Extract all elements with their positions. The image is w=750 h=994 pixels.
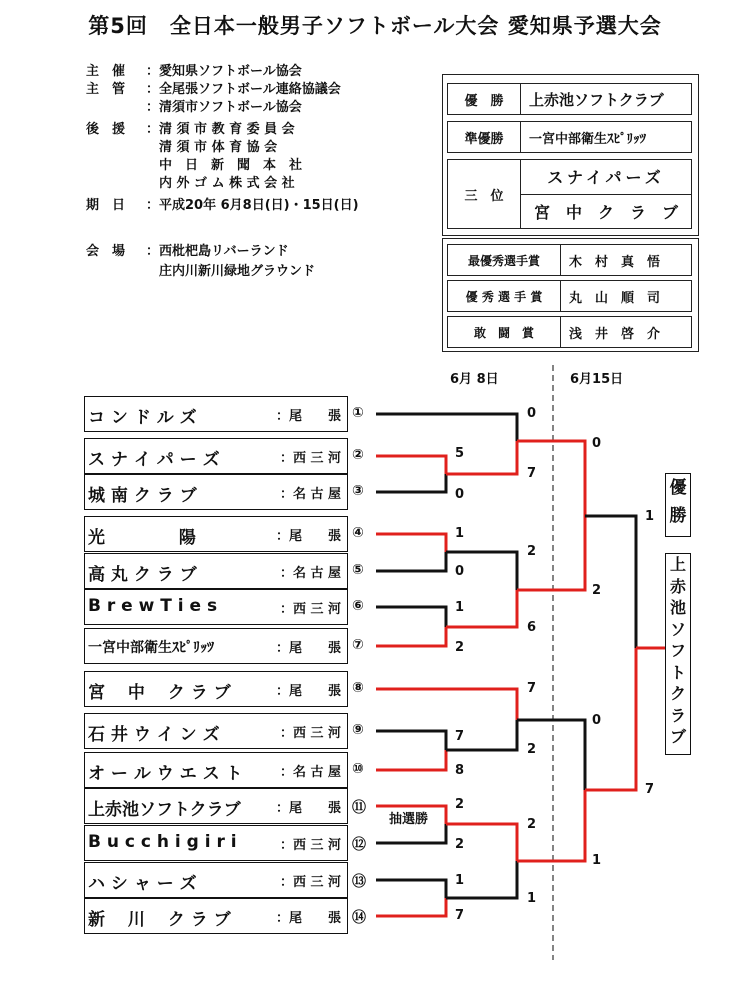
info-label: 期 日 xyxy=(86,198,126,213)
score: 2 xyxy=(455,837,465,852)
team-box xyxy=(84,788,348,824)
info-value: 中 日 新 聞 本 社 xyxy=(146,158,303,173)
score: 7 xyxy=(645,782,655,797)
award-label: 敢 闘 賞 xyxy=(448,317,561,347)
info-value: ：平成20年 6月8日(日)・15日(日) xyxy=(146,198,359,213)
award-label: 優 秀 選 手 賞 xyxy=(448,281,561,311)
seed-number: ① xyxy=(352,405,364,421)
runner-up-label: 準優勝 xyxy=(448,122,521,152)
date-day1: 6月 8日 xyxy=(450,372,499,387)
team-name: 高 丸 ク ラ ブ xyxy=(88,565,197,585)
team-box xyxy=(84,752,348,788)
team-box xyxy=(84,628,348,664)
award-name: 木 村 真 悟 xyxy=(569,254,661,270)
score: 7 xyxy=(455,729,465,744)
date-day2: 6月15日 xyxy=(570,372,624,387)
team-name: 一宮中部衛生ｽﾋﾟﾘｯﾂ xyxy=(88,640,214,656)
award-label: 最優秀選手賞 xyxy=(448,245,561,275)
team-box xyxy=(84,825,348,861)
third-place-value-2: 宮 中 ク ラ ブ xyxy=(533,202,678,222)
info-value: ：清 須 市 教 育 委 員 会 xyxy=(146,122,295,137)
team-box xyxy=(84,713,348,749)
award-name: 丸 山 順 司 xyxy=(569,290,661,306)
info-label: 主 管 xyxy=(86,82,126,97)
team-region: ：尾 張 xyxy=(275,801,341,816)
page-title: 第5回 全日本一般男子ソフトボール大会 愛知県予選大会 xyxy=(88,14,662,38)
score: 0 xyxy=(455,487,465,502)
third-place-value-1: スナイパーズ xyxy=(521,160,691,195)
runner-up-value: 一宮中部衛生ｽﾋﾟﾘｯﾂ xyxy=(529,131,647,147)
score: 0 xyxy=(592,713,602,728)
info-value: 庄内川新川緑地グラウンド xyxy=(146,264,316,279)
score: 2 xyxy=(527,817,537,832)
info-value: ：愛知県ソフトボール協会 xyxy=(146,64,302,79)
score: 2 xyxy=(455,640,465,655)
seed-number: ② xyxy=(352,447,364,463)
score: 0 xyxy=(592,436,602,451)
team-region: ：西 三 河 xyxy=(279,726,341,741)
score: 1 xyxy=(455,526,465,541)
team-region: ：尾 張 xyxy=(275,641,341,656)
seed-number: ⑨ xyxy=(352,722,364,738)
team-name: ハ シ ャ ー ズ xyxy=(88,874,197,894)
score: 7 xyxy=(527,466,537,481)
info-value: ：全尾張ソフトボール連絡協議会 xyxy=(146,82,341,97)
score: 0 xyxy=(455,564,465,579)
info-label: 後 援 xyxy=(86,122,126,137)
team-name: 宮 中 ク ラ ブ xyxy=(88,683,231,703)
team-region: ：名 古 屋 xyxy=(279,487,341,502)
team-name: 光 陽 xyxy=(88,528,196,548)
score: 6 xyxy=(527,620,537,635)
winner-value: 上赤池ソフトクラブ xyxy=(529,90,664,109)
score: 8 xyxy=(455,763,465,778)
third-place-label: 三 位 xyxy=(448,160,521,228)
team-region: ：西 三 河 xyxy=(279,451,341,466)
team-box xyxy=(84,898,348,934)
team-region: ：名 古 屋 xyxy=(279,765,341,780)
info-label: 主 催 xyxy=(86,64,126,79)
award-name: 浅 井 啓 介 xyxy=(569,326,661,342)
score: 7 xyxy=(527,681,537,696)
team-name: B u c c h i g i r i xyxy=(88,832,237,852)
seed-number: ⑤ xyxy=(352,562,364,578)
team-region: ：西 三 河 xyxy=(279,875,341,890)
score: 2 xyxy=(527,544,537,559)
score: 5 xyxy=(455,446,465,461)
team-box xyxy=(84,516,348,552)
team-name: B r e w T i e s xyxy=(88,596,218,616)
seed-number: ⑧ xyxy=(352,680,364,696)
info-value: 清 須 市 体 育 協 会 xyxy=(146,140,278,155)
info-value: 内 外 ゴ ム 株 式 会 社 xyxy=(146,176,295,191)
seed-number: ⑬ xyxy=(352,874,366,890)
team-region: ：尾 張 xyxy=(275,529,341,544)
winner-label: 優 勝 xyxy=(448,84,521,114)
score: 2 xyxy=(455,797,465,812)
score: 2 xyxy=(527,742,537,757)
team-region: ：尾 張 xyxy=(275,684,341,699)
lottery-win-label: 抽選勝 xyxy=(389,812,429,827)
seed-number: ⑭ xyxy=(352,910,366,926)
info-value: ：清須市ソフトボール協会 xyxy=(146,100,302,115)
seed-number: ⑪ xyxy=(352,800,366,816)
team-name: オ ー ル ウ エ ス ト xyxy=(88,764,243,784)
team-box xyxy=(84,671,348,707)
info-value: ：西枇杷島リバーランド xyxy=(146,244,289,259)
info-label: 会 場 xyxy=(86,244,126,259)
team-name: 新 川 ク ラ ブ xyxy=(88,910,231,930)
seed-number: ④ xyxy=(352,525,364,541)
team-box xyxy=(84,862,348,898)
score: 1 xyxy=(455,600,465,615)
seed-number: ⑩ xyxy=(352,761,364,777)
seed-number: ⑦ xyxy=(352,637,364,653)
seed-number: ⑫ xyxy=(352,837,366,853)
score: 1 xyxy=(527,891,537,906)
champion-label-box: 優 勝 xyxy=(665,473,691,537)
team-region: ：西 三 河 xyxy=(279,838,341,853)
team-name: ス ナ イ パ ー ズ xyxy=(88,450,220,470)
team-box xyxy=(84,396,348,432)
seed-number: ③ xyxy=(352,483,364,499)
champion-name-box: 上 赤 池 ソ フ ト ク ラ ブ xyxy=(665,553,691,755)
team-name: 石 井 ウ イ ン ズ xyxy=(88,725,220,745)
team-box xyxy=(84,589,348,625)
team-name: コ ン ド ル ズ xyxy=(88,408,197,428)
seed-number: ⑥ xyxy=(352,598,364,614)
score: 1 xyxy=(455,873,465,888)
team-name: 上赤池ソフトクラブ xyxy=(88,800,241,820)
team-region: ：尾 張 xyxy=(275,409,341,424)
team-region: ：尾 張 xyxy=(275,911,341,926)
score: 2 xyxy=(592,583,602,598)
score: 7 xyxy=(455,908,465,923)
score: 1 xyxy=(645,509,655,524)
score: 1 xyxy=(592,853,602,868)
team-box xyxy=(84,553,348,589)
team-box xyxy=(84,438,348,474)
score: 0 xyxy=(527,406,537,421)
team-region: ：名 古 屋 xyxy=(279,566,341,581)
team-box xyxy=(84,474,348,510)
team-name: 城 南 ク ラ ブ xyxy=(88,486,197,506)
team-region: ：西 三 河 xyxy=(279,602,341,617)
